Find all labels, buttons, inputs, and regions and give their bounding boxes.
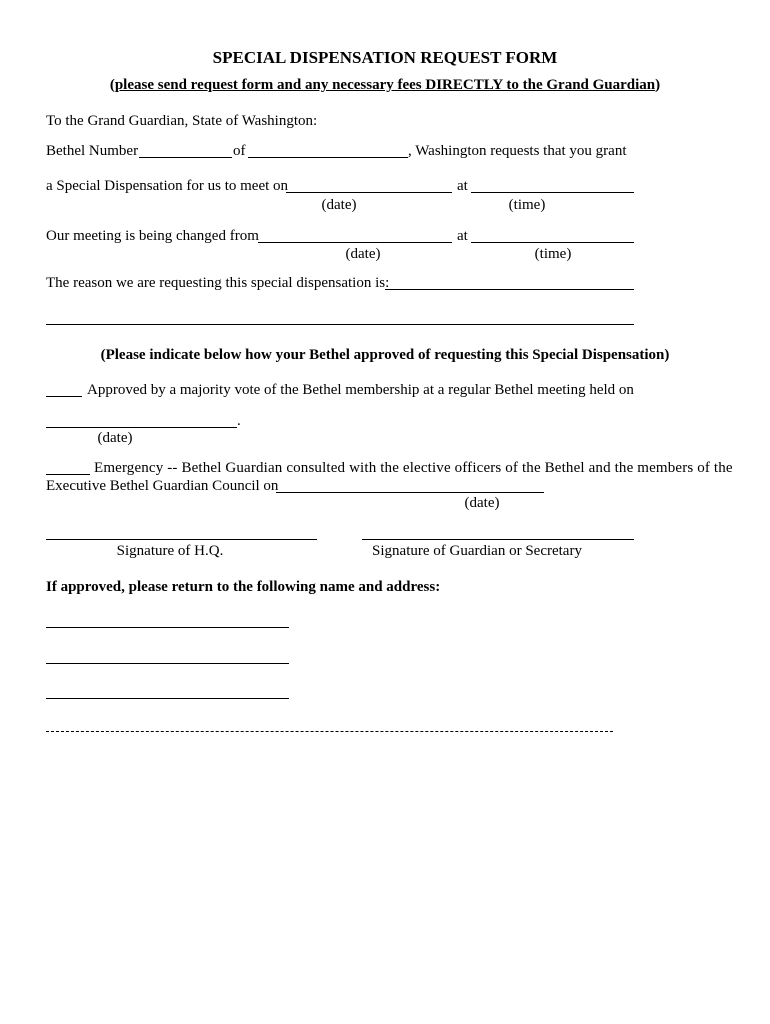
cut-line-divider [46, 731, 613, 732]
of-label: of [233, 143, 246, 159]
return-address-line-3[interactable] [46, 698, 289, 699]
meet-date-field[interactable] [286, 192, 452, 193]
return-heading: If approved, please return to the following name and address: [46, 579, 441, 595]
reason-field-line-1[interactable] [385, 289, 634, 290]
reason-field-line-2[interactable] [46, 324, 634, 325]
reason-label: The reason we are requesting this special dispensation is: [46, 275, 390, 291]
subtitle-paren-open: ( [109, 77, 115, 93]
return-address-line-2[interactable] [46, 663, 289, 664]
bethel-number-field[interactable] [139, 157, 232, 158]
washington-requests-text: , Washington requests that you grant [408, 143, 627, 159]
form-subtitle [0, 76, 770, 94]
majority-vote-checkbox-line[interactable] [46, 396, 82, 397]
emergency-date-field[interactable] [276, 492, 544, 493]
emergency-text-line-2: Executive Bethel Guardian Council on [46, 478, 279, 494]
majority-vote-period: . [237, 413, 241, 429]
signature-hq-field[interactable] [46, 539, 317, 540]
meet-time-caption: (time) [508, 197, 546, 213]
signature-guardian-field[interactable] [362, 539, 634, 540]
majority-vote-date-field[interactable] [46, 427, 237, 428]
changed-at-label: at [457, 228, 468, 244]
meet-date-caption: (date) [321, 197, 357, 213]
bethel-number-label: Bethel Number [46, 143, 139, 159]
emergency-checkbox-line[interactable] [46, 474, 90, 475]
changed-from-label: Our meeting is being changed from [46, 228, 259, 244]
meet-at-label: at [457, 178, 468, 194]
subtitle-paren-close: ) [655, 77, 661, 93]
form-title: SPECIAL DISPENSATION REQUEST FORM [212, 48, 558, 67]
meet-on-label: a Special Dispensation for us to meet on [46, 178, 289, 194]
signature-guardian-label: Signature of Guardian or Secretary [372, 543, 582, 559]
changed-date-field[interactable] [258, 242, 452, 243]
subtitle-text: please send request form and any necessary fees DIRECTLY to the Grand Guardian [114, 77, 656, 93]
majority-vote-text: Approved by a majority vote of the Bethel membership at a regular Bethel meeting held on [87, 382, 634, 398]
signature-hq-label: Signature of H.Q. [116, 543, 224, 559]
approval-heading: (Please indicate below how your Bethel approved of requesting this Special Dispensation) [100, 347, 670, 363]
emergency-date-caption: (date) [464, 495, 500, 511]
meet-time-field[interactable] [471, 192, 634, 193]
salutation: To the Grand Guardian, State of Washington: [46, 113, 318, 129]
bethel-city-field[interactable] [248, 157, 408, 158]
return-address-line-1[interactable] [46, 627, 289, 628]
changed-time-caption: (time) [534, 246, 572, 262]
majority-vote-date-caption: (date) [97, 430, 133, 446]
emergency-text-line-1: Emergency -- Bethel Guardian consulted with the elective officers of the Bethel and the members of the [94, 460, 733, 476]
changed-time-field[interactable] [471, 242, 634, 243]
changed-date-caption: (date) [345, 246, 381, 262]
